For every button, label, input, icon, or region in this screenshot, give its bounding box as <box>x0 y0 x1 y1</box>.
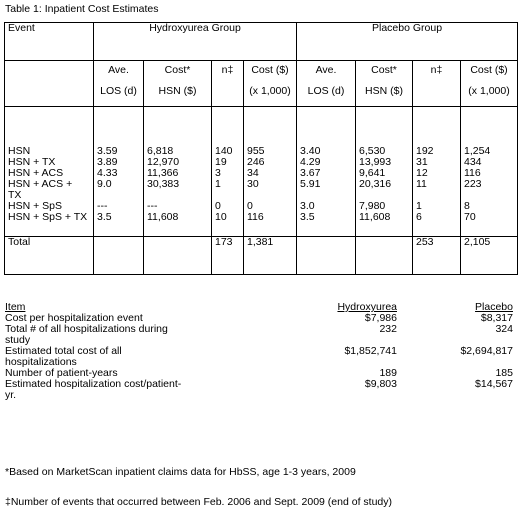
cell-value: 20,316 <box>359 177 392 190</box>
pl-total-n: 253 <box>413 237 461 275</box>
pl-cost-total-header: Cost ($) (x 1,000) <box>461 60 518 106</box>
event-subheader-cell <box>5 60 94 106</box>
total-empty-cell <box>297 237 356 275</box>
cell-value: 6,530 <box>359 144 386 157</box>
cell-value <box>215 190 240 201</box>
cell-value: 1 <box>215 177 221 190</box>
cell-value: 11,608 <box>359 210 391 223</box>
summary-item-line: Estimated hospitalization cost/patient- <box>5 378 182 390</box>
cell-value: 6,818 <box>147 144 174 157</box>
summary-item-line: Total # of all hospitalizations during <box>5 323 168 335</box>
cell-value: 19 <box>215 155 227 168</box>
cell-value: 13,993 <box>359 155 392 168</box>
total-label: Total <box>5 237 94 275</box>
cell-value: 955 <box>247 144 265 157</box>
cell-value: 4.29 <box>300 155 321 168</box>
cell-value: 434 <box>464 155 482 168</box>
cell-value: 11,366 <box>147 166 179 179</box>
cell-value: 30,383 <box>147 177 180 190</box>
hu-total-n: 173 <box>212 237 244 275</box>
summary-hydroxyurea-value: $7,986 <box>364 312 397 324</box>
pl-los-values <box>297 106 356 236</box>
pl-los-header: Ave. LOS (d) <box>297 60 356 106</box>
summary-hydroxyurea-value: 232 <box>379 323 397 335</box>
hu-los-values <box>94 106 144 236</box>
cell-value: HSN + SpS + TX <box>8 210 88 223</box>
cell-value: HSN + SpS <box>8 199 62 212</box>
cell-value: --- <box>97 199 108 212</box>
cell-value: 5.91 <box>300 177 321 190</box>
summary-item-label <box>5 346 210 368</box>
cell-value: 70 <box>464 210 476 223</box>
cell-value: 1,254 <box>464 144 491 157</box>
hu-cost-hsn-header: Cost* HSN ($) <box>144 60 212 106</box>
total-empty-cell <box>144 237 212 275</box>
cell-value: HSN + ACS + <box>8 177 73 190</box>
summary-item-header: Item <box>5 301 26 313</box>
hu-n-header: n‡ <box>212 60 244 106</box>
summary-table <box>5 302 513 401</box>
cell-value: 223 <box>464 177 482 190</box>
summary-row <box>5 346 513 368</box>
pl-cost-hsn-header: Cost* HSN ($) <box>356 60 413 106</box>
cell-value: 3.5 <box>97 210 112 223</box>
total-row <box>5 237 518 275</box>
cell-value: 192 <box>416 144 434 157</box>
cell-value: 1 <box>416 199 422 212</box>
cell-value: HSN + TX <box>8 155 56 168</box>
cell-value: 12,970 <box>147 155 180 168</box>
inpatient-cost-table <box>4 22 518 275</box>
cell-value <box>147 190 208 201</box>
footnote-event-count: ‡Number of events that occurred between Feb. 2006 and Sept. 2009 (end of study) <box>5 496 392 508</box>
cell-value <box>359 190 409 201</box>
placebo-group-header: Placebo Group <box>297 23 518 61</box>
pl-cost-hsn-values <box>356 106 413 236</box>
hu-cost-hsn-values <box>144 106 212 236</box>
group-header-row <box>5 23 518 61</box>
summary-placebo-value: $14,567 <box>475 378 513 390</box>
total-empty-cell <box>356 237 413 275</box>
cell-value: --- <box>147 199 158 212</box>
footnote-cost-source: *Based on MarketScan inpatient claims data for HbSS, age 1-3 years, 2009 <box>5 466 356 478</box>
summary-row <box>5 324 513 346</box>
summary-item-label <box>5 324 210 346</box>
cell-value <box>416 190 457 201</box>
cell-value: HSN <box>8 144 31 157</box>
pl-total-cost: 2,105 <box>461 237 518 275</box>
total-empty-cell <box>94 237 144 275</box>
cell-value: 116 <box>247 210 264 223</box>
summary-item-line: study <box>5 334 31 346</box>
summary-item-line: yr. <box>5 389 17 401</box>
summary-item-line: Number of patient-years <box>5 367 118 379</box>
summary-row <box>5 379 513 401</box>
summary-item-label <box>5 379 210 401</box>
pl-n-values <box>413 106 461 236</box>
summary-placebo-value: $8,317 <box>480 312 513 324</box>
summary-hydroxyurea-value: 189 <box>379 367 397 379</box>
summary-rows <box>5 313 513 401</box>
cell-value: 0 <box>215 199 221 212</box>
summary-placebo-value: 185 <box>495 367 513 379</box>
cell-value: 0 <box>247 199 253 212</box>
summary-item-line: hospitalizations <box>5 356 77 368</box>
cell-value <box>247 190 293 201</box>
cell-value: 11,608 <box>147 210 179 223</box>
table-caption: Table 1: Inpatient Cost Estimates <box>5 3 159 15</box>
cell-value: 10 <box>215 210 227 223</box>
cell-value: 11 <box>416 177 427 190</box>
cell-value: 140 <box>215 144 233 157</box>
summary-item-line: Estimated total cost of all <box>5 345 122 357</box>
cell-value: 6 <box>416 210 422 223</box>
column-header-row <box>5 60 518 106</box>
cell-value: 34 <box>247 166 259 179</box>
summary-hydroxyurea-value: $1,852,741 <box>344 345 397 357</box>
cell-value: HSN + ACS <box>8 166 64 179</box>
event-rows <box>5 106 518 236</box>
summary-placebo-value: 324 <box>495 323 513 335</box>
cell-value: TX <box>8 188 22 201</box>
cell-value: 31 <box>416 155 428 168</box>
cell-value: 8 <box>464 199 470 212</box>
cell-value <box>300 190 352 201</box>
pl-cost-total-values <box>461 106 518 236</box>
cell-value: 3 <box>215 166 221 179</box>
cell-value: 9.0 <box>97 177 112 190</box>
summary-placebo-value: $2,694,817 <box>460 345 513 357</box>
cell-value: 3.5 <box>300 210 315 223</box>
cell-value: 30 <box>247 177 259 190</box>
hu-cost-total-values <box>244 106 297 236</box>
hydroxyurea-group-header: Hydroxyurea Group <box>94 23 297 61</box>
event-labels <box>5 106 94 236</box>
pl-n-header: n‡ <box>413 60 461 106</box>
cell-value: 246 <box>247 155 265 168</box>
cell-value: 3.40 <box>300 144 321 157</box>
hu-cost-total-header: Cost ($) (x 1,000) <box>244 60 297 106</box>
summary-item-line: Cost per hospitalization event <box>5 312 143 324</box>
hu-los-header: Ave. LOS (d) <box>94 60 144 106</box>
cell-value: 3.0 <box>300 199 315 212</box>
event-header: Event <box>5 23 94 61</box>
summary-hydroxyurea-header: Hydroxyurea <box>337 301 397 313</box>
cell-value: 4.33 <box>97 166 118 179</box>
cell-value: 116 <box>464 166 481 179</box>
summary-hydroxyurea-value: $9,803 <box>364 378 397 390</box>
cell-value: 7,980 <box>359 199 386 212</box>
hu-n-values <box>212 106 244 236</box>
cell-value: 9,641 <box>359 166 386 179</box>
cell-value <box>97 190 140 201</box>
cell-value <box>464 190 514 201</box>
cell-value: 3.89 <box>97 155 118 168</box>
summary-placebo-header: Placebo <box>475 301 513 313</box>
hu-total-cost: 1,381 <box>244 237 297 275</box>
cell-value: 3.67 <box>300 166 321 179</box>
cell-value: 12 <box>416 166 428 179</box>
cell-value: 3.59 <box>97 144 118 157</box>
